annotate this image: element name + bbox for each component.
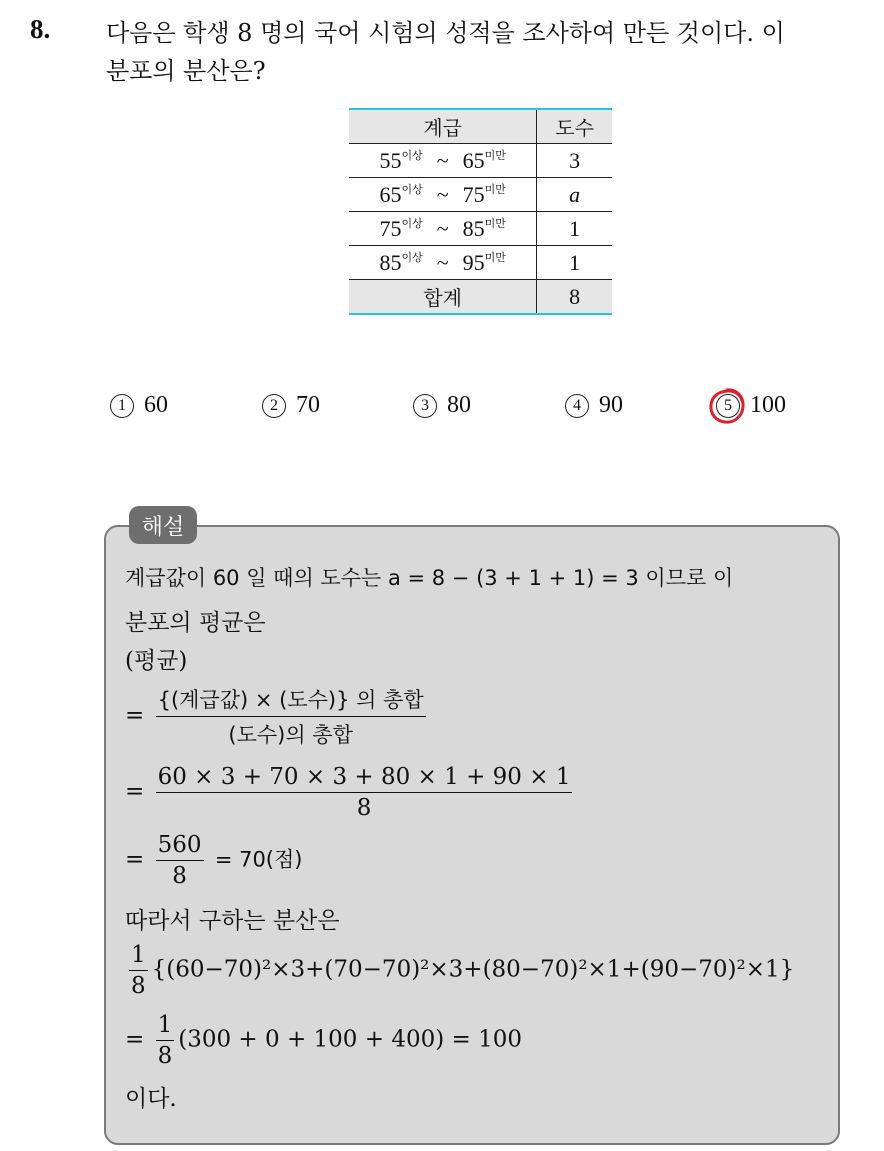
- choice-1[interactable]: [110, 392, 168, 419]
- formula-result: = 70(점): [214, 847, 303, 872]
- frequency-cell: 1: [537, 212, 612, 246]
- choice-value: 100: [750, 392, 786, 418]
- choice-2[interactable]: [262, 392, 320, 419]
- range-to-label: 미만: [484, 149, 506, 162]
- range-to-label: 미만: [484, 183, 506, 196]
- solution-final-formula: = $\frac{1}{8}$ (300 + 0 + 100 + 400) = 100: [125, 1012, 522, 1069]
- formula-numerator: 1: [156, 1012, 175, 1041]
- frequency-table: [349, 108, 612, 315]
- solution-line-1: 계급값이 60 일 때의 도수는 a = 8 − (3 + 1 + 1) = 3 이므로 이: [125, 566, 734, 590]
- choice-3[interactable]: [413, 392, 471, 419]
- total-value: 8: [537, 280, 612, 315]
- formula-numerator: 60 × 3 + 70 × 3 + 80 × 1 + 90 × 1: [156, 764, 573, 793]
- choice-value: 60: [144, 392, 168, 418]
- range-from: 85: [379, 250, 402, 275]
- formula-numerator: 560: [156, 832, 204, 861]
- range-to: 85: [462, 216, 485, 241]
- range-sep: ~: [436, 250, 449, 275]
- solution-variance-formula: [125, 942, 794, 999]
- choice-number: 2: [262, 394, 286, 418]
- range-sep: ~: [436, 148, 449, 173]
- choice-value: 80: [447, 392, 471, 418]
- choice-number: 1: [110, 394, 134, 418]
- choice-4[interactable]: [565, 392, 623, 419]
- question-text-line2: 분포의 분산은?: [106, 57, 266, 85]
- range-to-label: 미만: [484, 251, 506, 264]
- variance-expression: {(60−70)²×3+(70−70)²×3+(80−70)²×1+(90−70)²×1}: [151, 956, 795, 983]
- formula-denominator: 8: [172, 863, 187, 889]
- header-class: 계급: [349, 109, 537, 144]
- header-frequency: 도수: [537, 109, 612, 144]
- table-row: [349, 178, 612, 212]
- range-sep: ~: [436, 182, 449, 207]
- solution-formula-3: = $\frac{560}{8}$ = 70(점): [125, 832, 303, 889]
- table-row: [349, 212, 612, 246]
- range-from-label: 이상: [401, 251, 423, 264]
- final-expression: (300 + 0 + 100 + 400) = 100: [178, 1026, 522, 1053]
- formula-numerator: 1: [129, 942, 148, 971]
- choice-value: 90: [599, 392, 623, 418]
- formula-denominator: (도수)의 총합: [228, 723, 353, 747]
- range-from: 55: [379, 148, 402, 173]
- frequency-cell: a: [537, 178, 612, 212]
- range-from: 65: [379, 182, 402, 207]
- range-to: 65: [462, 148, 485, 173]
- solution-end: 이다.: [125, 1086, 177, 1112]
- frequency-cell: 3: [537, 144, 612, 178]
- table-total-row: [349, 280, 612, 315]
- total-label: 합계: [349, 280, 537, 315]
- range-sep: ~: [436, 216, 449, 241]
- range-from-label: 이상: [401, 217, 423, 230]
- question-text: [106, 14, 866, 90]
- formula-denominator: 8: [131, 973, 146, 999]
- question-number: 8.: [30, 14, 51, 44]
- table-row: [349, 144, 612, 178]
- choice-number: 3: [413, 394, 437, 418]
- solution-formula-2: = $\frac{60 \times 3 + 70 \times 3 + 80 \times 1 + 90 \times 1}{8}$: [125, 764, 571, 821]
- choice-number: 4: [565, 394, 589, 418]
- selected-answer-circle-icon: [708, 387, 746, 425]
- range-to: 95: [462, 250, 485, 275]
- choice-value: 70: [296, 392, 320, 418]
- range-to-label: 미만: [484, 217, 506, 230]
- frequency-cell: 1: [537, 246, 612, 280]
- formula-denominator: 8: [356, 795, 372, 821]
- range-to: 75: [462, 182, 485, 207]
- solution-line-3: (평균): [125, 648, 188, 674]
- solution-tag: 해설: [129, 506, 197, 544]
- solution-line-then: 따라서 구하는 분산은: [125, 908, 340, 934]
- formula-denominator: 8: [157, 1043, 173, 1069]
- solution-formula-1: = $\frac{\text{\{(계급값) × (도수)\} 의 총합}}{\text{(도수)의 총합}}$: [125, 684, 430, 749]
- choice-number: 5: [716, 394, 740, 418]
- table-row: [349, 246, 612, 280]
- formula-numerator: {(계급값) × (도수)} 의 총합: [156, 684, 426, 717]
- range-from-label: 이상: [401, 183, 423, 196]
- question-text-line1: 다음은 학생 8 명의 국어 시험의 성적을 조사하여 만든 것이다. 이: [106, 19, 785, 47]
- range-from: 75: [379, 216, 402, 241]
- range-from-label: 이상: [401, 149, 423, 162]
- solution-line-2: 분포의 평균은: [125, 610, 266, 636]
- table-header-row: [349, 109, 612, 144]
